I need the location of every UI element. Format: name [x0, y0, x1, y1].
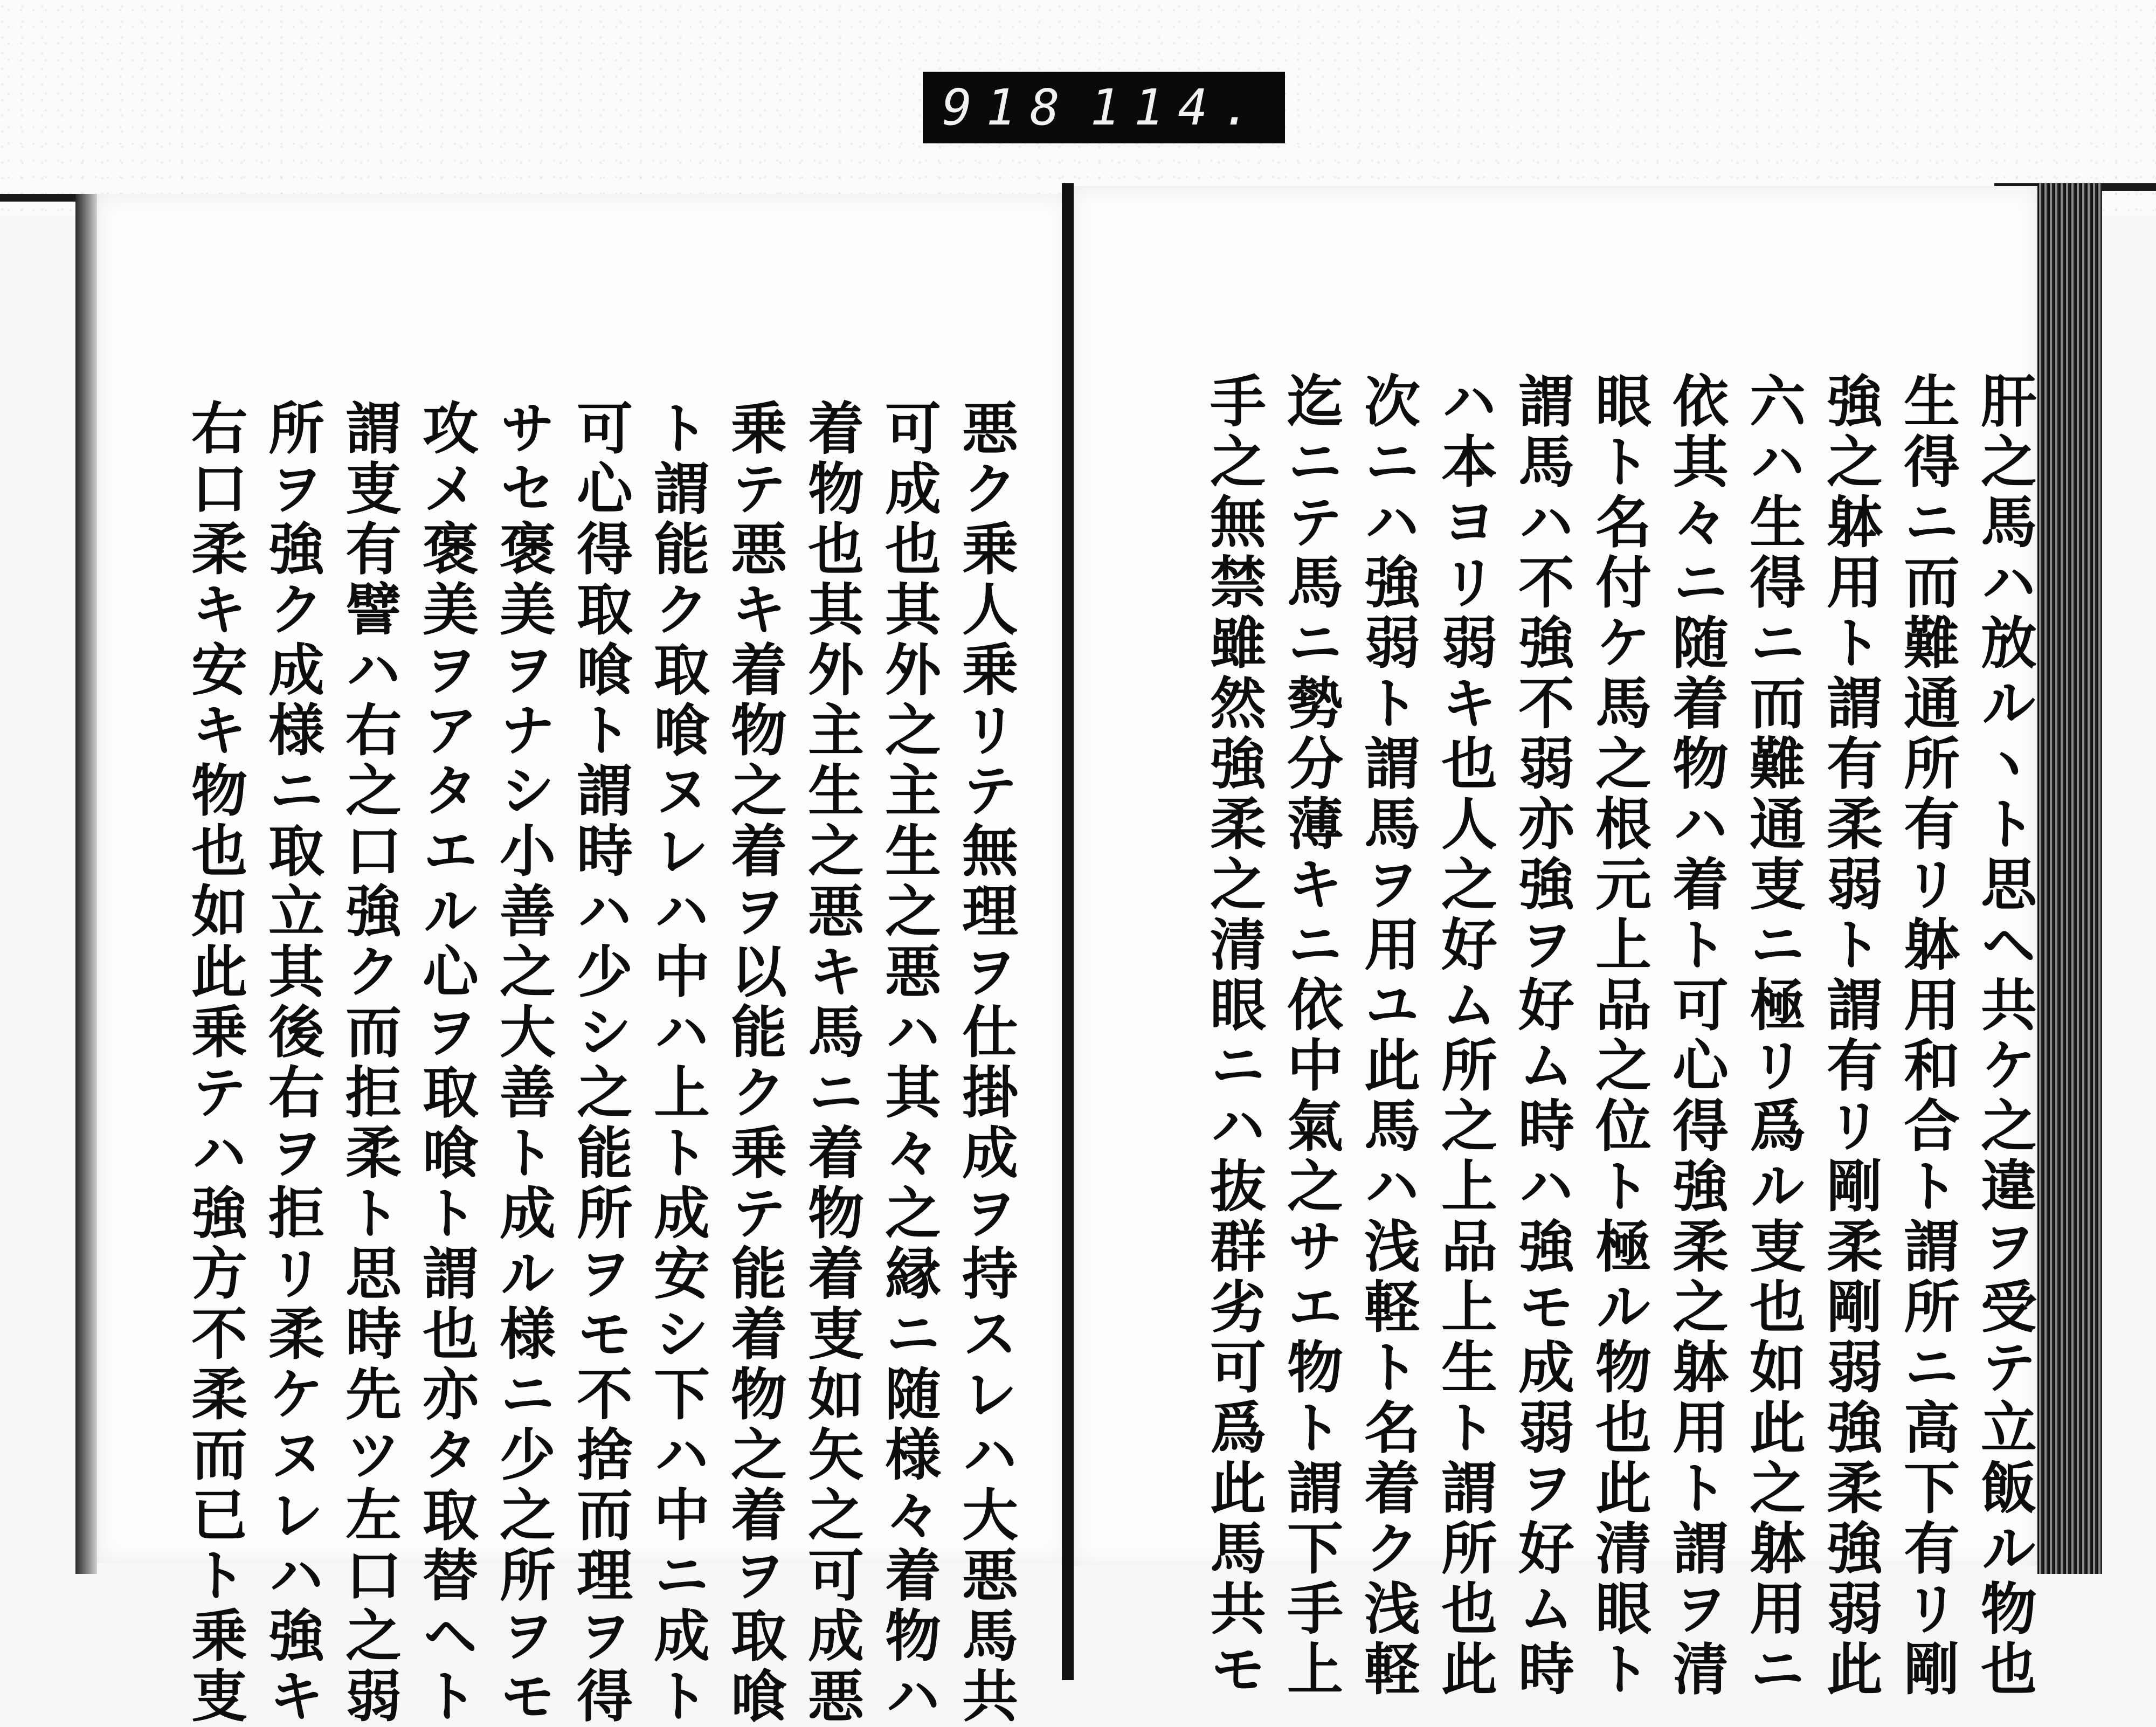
text-column: ハ本ヨリ弱キ也人之好ム所之上品上生ト謂所也此: [1432, 372, 1498, 1700]
text-column: 謂叓有譬ハ右之口強ク而拒柔ト思時先ツ左口之弱: [336, 399, 402, 1727]
text-column: 迄ニテ馬ニ勢分薄キニ依中氣之サエ物ト謂下手上: [1277, 372, 1344, 1700]
page-number: 114.: [1090, 79, 1266, 136]
text-column: 謂馬ハ不強不弱亦強ヲ好ム時ハ強モ成弱ヲ好ム時: [1509, 372, 1575, 1700]
book-gutter: [1062, 183, 1074, 1680]
text-column: 所ヲ強ク成様ニ取立其後右ヲ拒リ柔ケヌレハ強キ: [259, 399, 325, 1727]
right-page-text: [1148, 372, 2043, 1700]
text-column: 眼ト名付ケ馬之根元上品之位ト極ル物也此清眼ト: [1586, 372, 1652, 1700]
left-page-text: [135, 399, 1024, 1727]
text-column: 生得ニ而難通所有リ躰用和合ト謂所ニ高下有リ剛: [1894, 372, 1960, 1700]
text-column: 乗テ悪キ着物之着ヲ以能ク乗テ能着物之着ヲ取喰: [721, 399, 787, 1727]
text-column: 悪ク乗人乗リテ無理ヲ仕掛成ヲ持スレハ大悪馬共: [952, 399, 1019, 1727]
text-column: サセ褒美ヲナシ小善之大善ト成ル様ニ少之所ヲモ: [490, 399, 556, 1727]
text-column: 右口柔キ安キ物也如此乗テハ強方不柔而已ト乗叓: [182, 399, 248, 1727]
text-column: 着物也其外主生之悪キ馬ニ着物着叓如矢之可成悪: [798, 399, 865, 1727]
book-edge-left: [75, 194, 97, 1574]
text-column: 次ニハ強弱ト謂馬ヲ用ユ此馬ハ浅軽ト名着ク浅軽: [1355, 372, 1421, 1700]
volume-number: 918: [942, 79, 1074, 136]
text-column: 肝之馬ハ放ルヽト思ヘ共ケ之違ヲ受テ立飯ル物也: [1971, 372, 2037, 1700]
archive-number-label: [923, 72, 1285, 143]
text-column: 六ハ生得ニ而難通叓ニ極リ爲ル叓也如此之躰用ニ: [1740, 372, 1806, 1700]
text-column: 手之無禁雖然強柔之清眼ニハ抜群劣可爲此馬共モ: [1200, 372, 1267, 1700]
text-column: ト謂能ク取喰ヌレハ中ハ上ト成安シ下ハ中ニ成ト: [644, 399, 710, 1727]
text-column: 可心得取喰ト謂時ハ少シ之能所ヲモ不捨而理ヲ得: [567, 399, 633, 1727]
text-column: 依其々ニ随着物ハ着ト可心得強柔之躰用ト謂ヲ清: [1663, 372, 1729, 1700]
text-column: 攻メ褒美ヲアタエル心ヲ取喰ト謂也亦タ取替ヘト: [413, 399, 479, 1727]
text-column: 可成也其外之主生之悪ハ其々之縁ニ随様々着物ハ: [875, 399, 942, 1727]
text-column: 強之躰用ト謂有柔弱ト謂有リ剛柔剛弱強柔強弱此: [1817, 372, 1883, 1700]
book-page-stack-right: [2037, 183, 2102, 1574]
